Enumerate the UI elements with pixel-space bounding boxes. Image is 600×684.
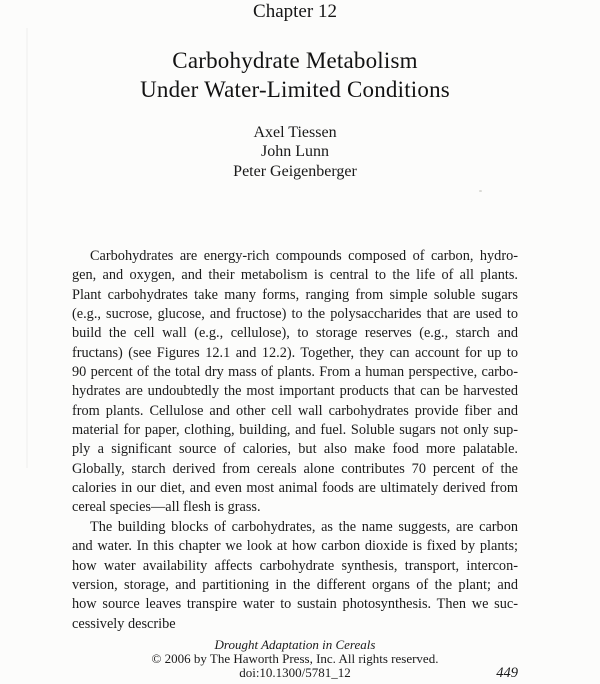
chapter-label: Chapter 12: [253, 1, 337, 22]
text-line: The building blocks of carbohydrates, as the name suggests, are carbon: [90, 518, 518, 535]
paragraph: [72, 518, 518, 634]
scan-artifact-line: [26, 28, 28, 468]
text-line: gen, and oxygen, and their metabolism is central to the life of all plants.: [72, 267, 518, 284]
text-line: fructans) (see Figures 12.1 and 12.2). Together, they can account for up to: [72, 344, 518, 361]
chapter-title: [72, 46, 518, 104]
author-name: John Lunn: [261, 143, 329, 161]
text-line: how source leaves transpire water to sustain photosynthesis. Then we suc-: [72, 596, 518, 613]
text-line: version, storage, and partitioning in the different organs of the plant; and: [72, 576, 518, 593]
text-line: ply a significant source of calories, but also make food more palatable.: [72, 441, 518, 458]
authors-block: [72, 123, 518, 181]
author-name: Peter Geigenberger: [233, 162, 357, 180]
footer-book-title: Drought Adaptation in Cereals: [214, 637, 376, 652]
chapter-title-line-2: Under Water-Limited Conditions: [140, 77, 450, 102]
text-line: cereal species—all flesh is grass.: [72, 499, 261, 516]
text-line: build the cell wall (e.g., cellulose), to storage reserves (e.g., starch and: [72, 325, 518, 342]
text-line: material for paper, clothing, building, and fuel. Soluble sugars not only sup-: [72, 422, 518, 439]
footer-copyright: © 2006 by The Haworth Press, Inc. All rights reserved.: [151, 651, 439, 666]
text-line: calories in our diet, and even most animal foods are ultimately derived from: [72, 480, 518, 497]
text-line: 90 percent of the total dry mass of plants. From a human perspective, carbo-: [72, 364, 518, 381]
author-name: Axel Tiessen: [253, 124, 337, 141]
footer-doi: doi:10.1300/5781_12: [239, 665, 351, 680]
text-line: (e.g., sucrose, glucose, and fructose) to the polysaccharides that are used to: [72, 306, 518, 323]
text-line: from plants. Cellulose and other cell wall carbohydrates provide fiber and: [72, 402, 518, 419]
footer-imprint: [72, 638, 518, 680]
body-text: [72, 247, 518, 634]
text-line: and water. In this chapter we look at how carbon dioxide is fixed by plants;: [72, 538, 518, 555]
text-line: cessively describe: [72, 615, 176, 632]
text-line: how water availability affects carbohydrate synthesis, transport, intercon-: [72, 557, 518, 574]
text-line: Plant carbohydrates take many forms, ranging from simple soluble sugars: [72, 286, 518, 303]
chapter-title-line-1: Carbohydrate Metabolism: [172, 48, 418, 73]
text-line: Carbohydrates are energy-rich compounds composed of carbon, hydro-: [90, 248, 518, 264]
text-line: hydrates are undoubtedly the most important products that can be harvested: [72, 383, 518, 400]
paragraph: [72, 247, 518, 518]
page-number: 449: [496, 665, 518, 681]
text-line: Globally, starch derived from cereals alone contributes 70 percent of the: [72, 460, 518, 477]
scan-artifact-speck: [479, 190, 482, 192]
